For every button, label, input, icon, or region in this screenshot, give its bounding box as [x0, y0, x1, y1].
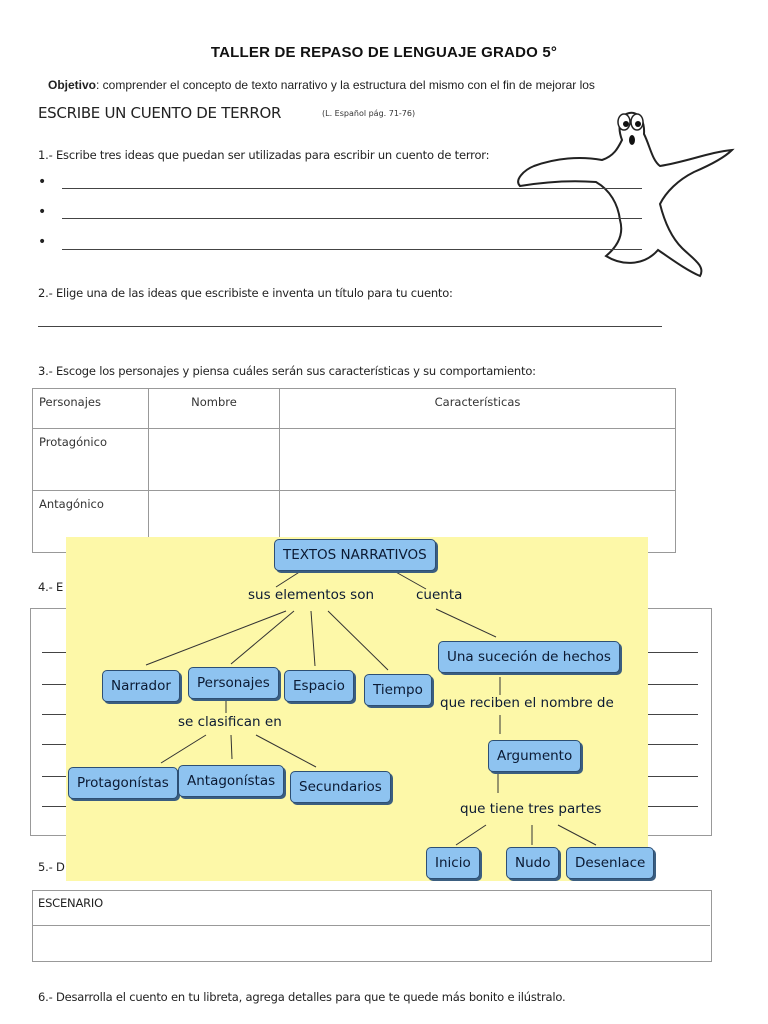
connector-line — [276, 571, 301, 587]
table-cell: Antagónico — [33, 491, 149, 553]
question-3: 3.- Escoge los personajes y piensa cuáles serán sus características y su comportamiento: — [38, 364, 536, 378]
objective-text — [48, 78, 595, 92]
connector-line — [311, 611, 315, 666]
characters-table — [32, 388, 676, 553]
objective-body: : comprender el concepto de texto narrativo y la estructura del mismo con el fin de mejorar los — [96, 78, 595, 92]
section-heading: ESCRIBE UN CUENTO DE TERROR — [38, 104, 282, 122]
table-row — [33, 429, 676, 491]
answer-line-2[interactable] — [62, 218, 642, 219]
connector-line — [328, 611, 388, 670]
node-desenlace: Desenlace — [566, 847, 654, 879]
table-header: Personajes — [33, 389, 149, 429]
node-personajes: Personajes — [188, 667, 279, 699]
node-espacio: Espacio — [284, 670, 354, 702]
question-6: 6.- Desarrolla el cuento en tu libreta, agrega detalles para que te quede más bonito e ilústralo. — [38, 990, 566, 1004]
connector-parts: que tiene tres partes — [460, 801, 602, 817]
connector-line — [161, 735, 206, 763]
node-nudo: Nudo — [506, 847, 559, 879]
ghost-illustration — [510, 100, 740, 280]
scenario-box[interactable] — [32, 890, 712, 962]
title-answer-line[interactable] — [38, 326, 662, 327]
connector-elements: sus elementos son — [248, 587, 375, 603]
bullet-1: • — [38, 174, 47, 190]
node-secundarios: Secundarios — [290, 771, 391, 803]
connector-line — [456, 825, 486, 845]
answer-line-1[interactable] — [62, 188, 642, 189]
concept-map — [66, 537, 648, 881]
bullet-3: • — [38, 234, 47, 250]
question-5: 5.- D — [38, 860, 65, 874]
node-argumento: Argumento — [488, 740, 581, 772]
connector-cuenta: cuenta — [416, 587, 463, 603]
question-4: 4.- E — [38, 580, 64, 594]
table-header: Características — [280, 389, 676, 429]
node-antagonistas: Antagonístas — [178, 765, 284, 797]
connector-line — [231, 611, 294, 664]
scenario-divider — [32, 925, 710, 926]
page-title: TALLER DE REPASO DE LENGUAJE GRADO 5° — [210, 44, 558, 61]
node-inicio: Inicio — [426, 847, 480, 879]
connector-classify: se clasifican en — [178, 714, 282, 730]
scenario-label: ESCENARIO — [38, 896, 103, 910]
connector-line — [231, 735, 232, 759]
table-cell[interactable] — [280, 429, 676, 491]
connector-line — [256, 735, 316, 767]
connector-line — [146, 611, 286, 665]
bullet-2: • — [38, 204, 47, 220]
connector-line — [558, 825, 596, 845]
objective-label: Objetivo — [48, 78, 97, 92]
answer-line-3[interactable] — [62, 249, 642, 250]
node-sequence: Una suceción de hechos — [438, 641, 620, 673]
question-1: 1.- Escribe tres ideas que puedan ser utilizadas para escribir un cuento de terror: — [38, 148, 490, 162]
node-protagonistas: Protagonístas — [68, 767, 178, 799]
node-narrador: Narrador — [102, 670, 180, 702]
table-cell: Protagónico — [33, 429, 149, 491]
connector-line — [436, 609, 496, 637]
question-2: 2.- Elige una de las ideas que escribiste e inventa un título para tu cuento: — [38, 286, 453, 300]
book-reference: (L. Español pág. 71-76) — [322, 109, 416, 118]
node-root: TEXTOS NARRATIVOS — [274, 539, 436, 571]
connector-named: que reciben el nombre de — [440, 695, 614, 711]
table-header: Nombre — [149, 389, 280, 429]
table-cell[interactable] — [149, 429, 280, 491]
node-tiempo: Tiempo — [364, 674, 432, 706]
